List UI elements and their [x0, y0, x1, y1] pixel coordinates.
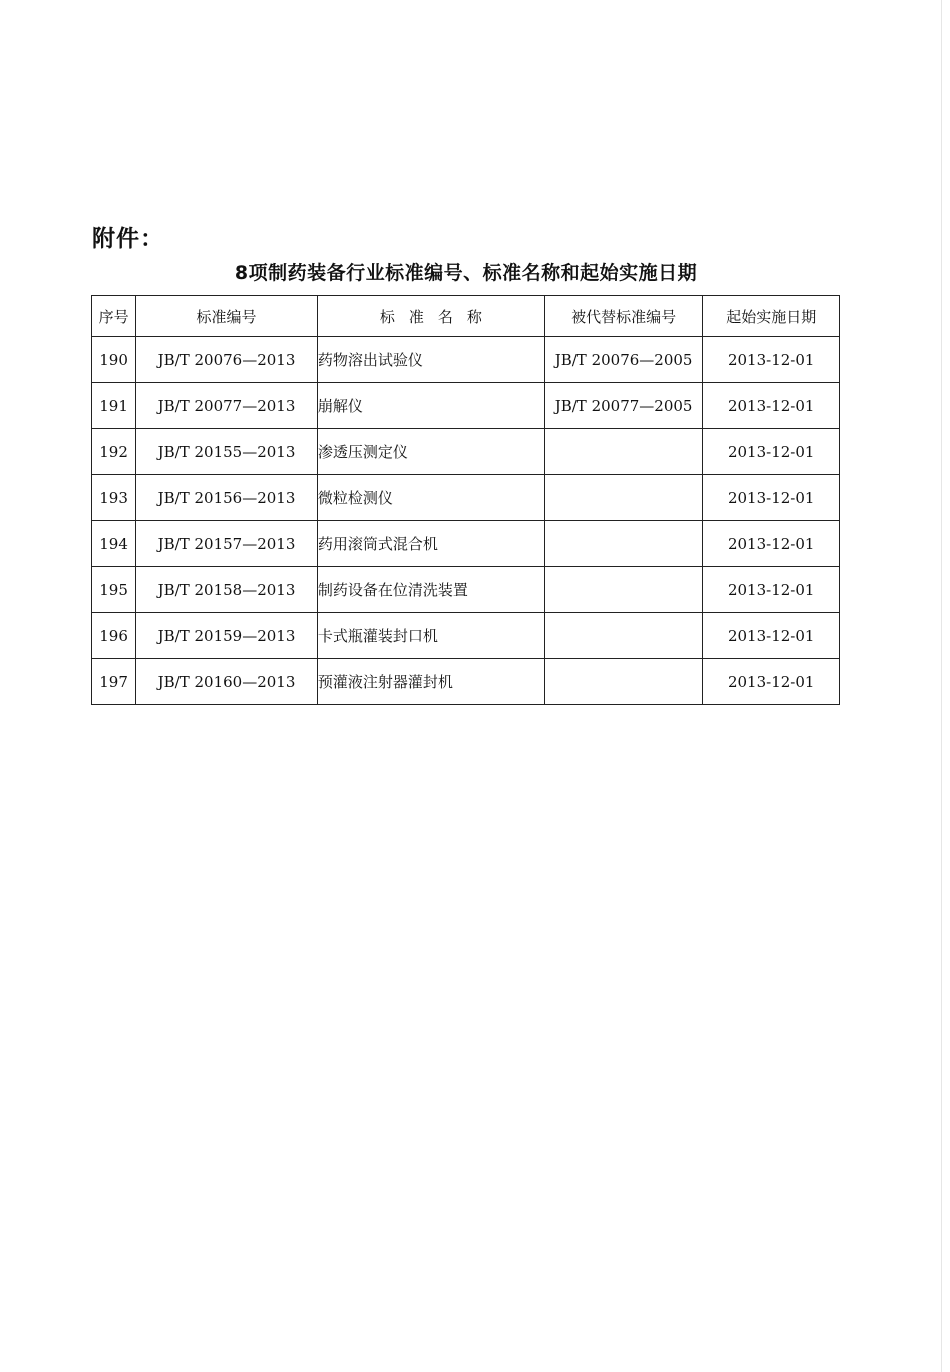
standard-name: 卡式瓶灌装封口机 — [317, 613, 544, 659]
replaced-code: JB/T 20076—2005 — [544, 337, 703, 383]
standard-name: 药用滚筒式混合机 — [317, 521, 544, 567]
row-number: 195 — [92, 567, 136, 613]
table-row — [92, 429, 840, 475]
standard-name: 预灌液注射器灌封机 — [317, 659, 544, 705]
header-code: 标准编号 — [136, 296, 318, 337]
standard-code: JB/T 20159—2013 — [136, 613, 318, 659]
replaced-code — [544, 429, 703, 475]
replaced-code — [544, 567, 703, 613]
standard-code: JB/T 20156—2013 — [136, 475, 318, 521]
standard-code: JB/T 20158—2013 — [136, 567, 318, 613]
row-number: 197 — [92, 659, 136, 705]
standard-code: JB/T 20155—2013 — [136, 429, 318, 475]
effective-date: 2013-12-01 — [703, 521, 840, 567]
header-date: 起始实施日期 — [703, 296, 840, 337]
standard-code: JB/T 20076—2013 — [136, 337, 318, 383]
effective-date: 2013-12-01 — [703, 337, 840, 383]
row-number: 192 — [92, 429, 136, 475]
standard-code: JB/T 20077—2013 — [136, 383, 318, 429]
header-name: 标准名称 — [317, 296, 544, 337]
row-number: 196 — [92, 613, 136, 659]
table-row — [92, 521, 840, 567]
table-row — [92, 475, 840, 521]
standard-name: 药物溶出试验仪 — [317, 337, 544, 383]
effective-date: 2013-12-01 — [703, 383, 840, 429]
effective-date: 2013-12-01 — [703, 659, 840, 705]
replaced-code — [544, 659, 703, 705]
header-no: 序号 — [92, 296, 136, 337]
replaced-code — [544, 613, 703, 659]
table-row — [92, 613, 840, 659]
table-row — [92, 337, 840, 383]
replaced-code — [544, 475, 703, 521]
standard-name: 微粒检测仪 — [317, 475, 544, 521]
standards-table — [91, 295, 840, 705]
standard-name: 制药设备在位清洗装置 — [317, 567, 544, 613]
row-number: 194 — [92, 521, 136, 567]
table-row — [92, 659, 840, 705]
effective-date: 2013-12-01 — [703, 613, 840, 659]
table-row — [92, 383, 840, 429]
attachment-label: 附件： — [92, 226, 164, 252]
effective-date: 2013-12-01 — [703, 429, 840, 475]
table-row — [92, 567, 840, 613]
effective-date: 2013-12-01 — [703, 475, 840, 521]
document-title: 8项制药装备行业标准编号、标准名称和起始实施日期 — [234, 262, 698, 284]
standard-name: 渗透压测定仪 — [317, 429, 544, 475]
standard-code: JB/T 20160—2013 — [136, 659, 318, 705]
row-number: 190 — [92, 337, 136, 383]
replaced-code: JB/T 20077—2005 — [544, 383, 703, 429]
table-header-row — [92, 296, 840, 337]
standard-name: 崩解仪 — [317, 383, 544, 429]
row-number: 193 — [92, 475, 136, 521]
effective-date: 2013-12-01 — [703, 567, 840, 613]
row-number: 191 — [92, 383, 136, 429]
standard-code: JB/T 20157—2013 — [136, 521, 318, 567]
header-replaced: 被代替标准编号 — [544, 296, 703, 337]
replaced-code — [544, 521, 703, 567]
